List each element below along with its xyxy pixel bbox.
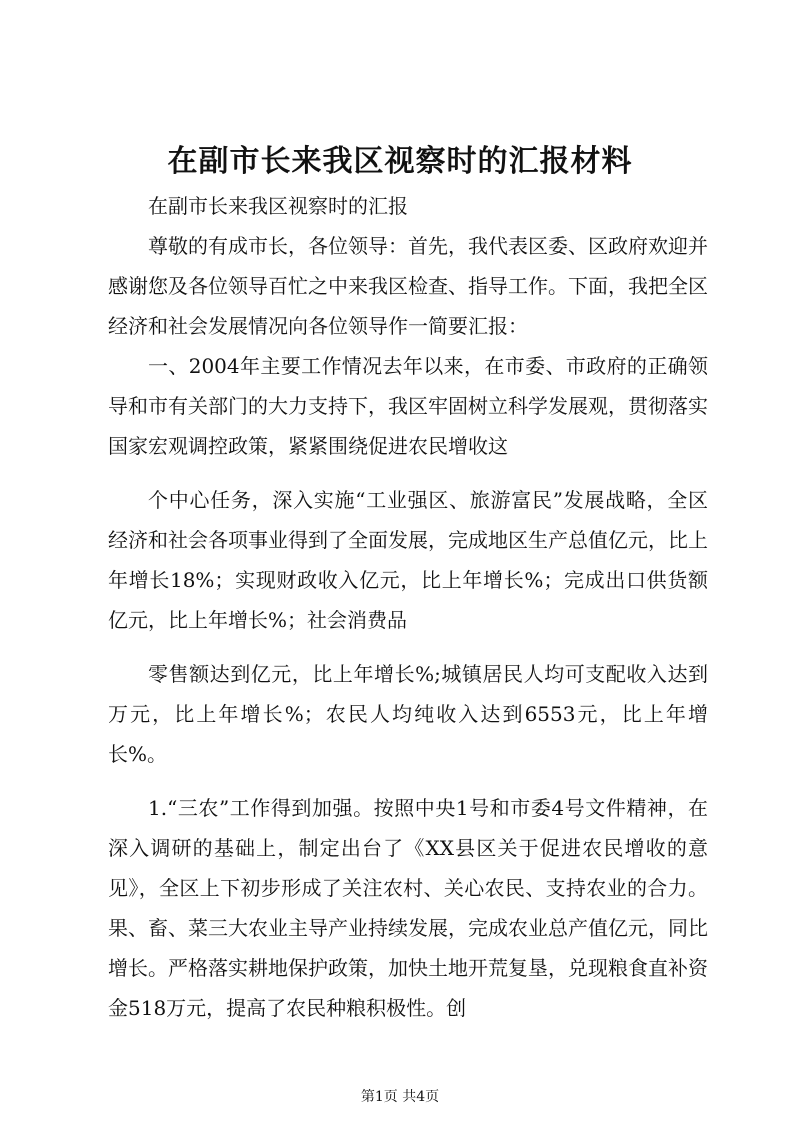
document-body [108,186,708,1028]
subtitle-paragraph: 在副市长来我区视察时的汇报 [148,194,408,218]
greeting-paragraph: 尊敬的有成市长，各位领导：首先，我代表区委、区政府欢迎并感谢您及各位领导百忙之中来我区检查、指导工作。下面，我把全区经济和社会发展情况向各位领导作一简要汇报： [108,234,708,338]
section-one-paragraph: 一、2004年主要工作情况去年以来，在市委、市政府的正确领导和市有关部门的大力支持下，我区牢固树立科学发展观，贯彻落实国家宏观调控政策，紧紧围绕促进农民增收这 [108,354,708,458]
page-footer: 第1页 共4页 [360,1089,440,1105]
agriculture-paragraph: 1.“三农”工作得到加强。按照中央1号和市委4号文件精神，在深入调研的基础上，制定出台了《XX县区关于促进农民增收的意见》，全区上下初步形成了关注农村、关心农民、支持农业的合力。果、畜、菜三大农业主导产业持续发展，完成农业总产值亿元，同比增长。严格落实耕地保护政策，加快土地开荒复垦，兑现粮食直补资金518万元，提高了农民种粮积极性。创 [108,796,708,1020]
retail-paragraph: 零售额达到亿元，比上年增长%;城镇居民人均可支配收入达到万元，比上年增长%；农民人均纯收入达到6553元，比上年增长%。 [108,662,708,766]
page-title: 在副市长来我区视察时的汇报材料 [167,144,633,179]
tasks-paragraph: 个中心任务，深入实施“工业强区、旅游富民”发展战略，全区经济和社会各项事业得到了全面发展，完成地区生产总值亿元，比上年增长18%；实现财政收入亿元，比上年增长%；完成出口供货额亿元，比上年增长%；社会消费品 [108,488,708,632]
